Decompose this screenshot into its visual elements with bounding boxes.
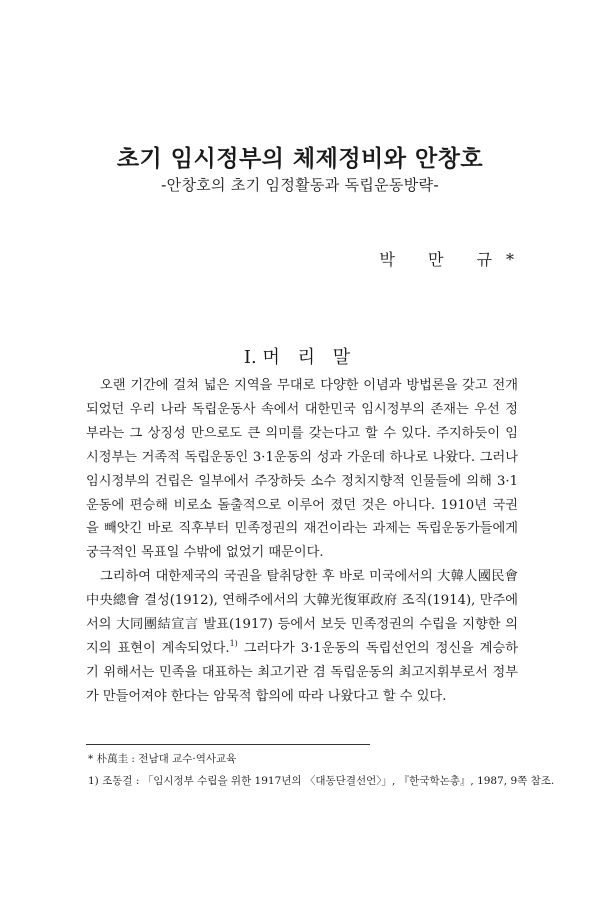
paragraph <box>86 565 518 708</box>
paragraph-text: 그러다가 3·1운동의 독립선언의 정신을 계승하기 위해서는 민족을 대표하는 최고기관 겸 독립운동의 최고지휘부로서 정부가 만들어져야 한다는 암묵적 합의에 따라 나왔다고 할 수 있다. <box>86 640 519 704</box>
section-heading <box>0 343 600 369</box>
article-subtitle: -안창호의 초기 임정활동과 독립운동방략- <box>160 176 440 194</box>
footnote-author: * 朴萬圭 : 전남대 교수·역사교육 <box>88 753 237 765</box>
body-text <box>86 374 518 709</box>
article-title: 초기 임시정부의 체제정비와 안창호 <box>116 145 484 172</box>
footnote-divider <box>86 744 370 745</box>
paragraph <box>86 374 518 565</box>
section-numeral: Ⅰ. <box>243 347 257 368</box>
author-name: 박 만 규 <box>379 250 506 269</box>
section-title: 머 리 말 <box>262 347 357 368</box>
footnote-ref-1[interactable]: 1) <box>229 638 238 648</box>
footnote-1: 1) 조동걸 : 「임시정부 수립을 위한 1917년의 〈대동단결선언〉」, 『한국학논총』, 1987, 9쪽 참조. <box>88 775 555 787</box>
paragraph-text: 그리하여 대한제국의 국권을 탈취당한 후 바로 미국에서의 大韓人國民會中央總會 결성(1912), 연해주에서의 大韓光復軍政府 조직(1914), 만주에서의 大同團結宣言 발표(1917) 등에서 보듯 민족정권의 수립을 지향한 의지의 표현이 계속되었다. <box>86 569 518 656</box>
author-footnote-mark: * <box>506 250 514 269</box>
author-line <box>379 247 514 270</box>
paragraph-text: 오랜 기간에 걸쳐 넓은 지역을 무대로 다양한 이념과 방법론을 갖고 전개되었던 우리 나라 독립운동사 속에서 대한민국 임시정부의 존재는 우선 정부라는 그 상징성 만으로도 큰 의미를 갖는다고 할 수 있다. 주지하듯이 임시정부는 거족적 독립운동인 3·1운동의 성과 가운데 하나로 나왔다. 그러나 임시정부의 건립은 일부에서 주장하듯 소수 정치지향적 인물들에 의해 3·1운동에 편승해 비로소 돌출적으로 이루어 졌던 것은 아니다. 1910년 국권을 빼앗긴 바로 직후부터 민족정권의 재건이라는 과제는 독립운동가들에게 궁극적인 목표일 수밖에 없었기 때문이다. <box>86 378 518 561</box>
